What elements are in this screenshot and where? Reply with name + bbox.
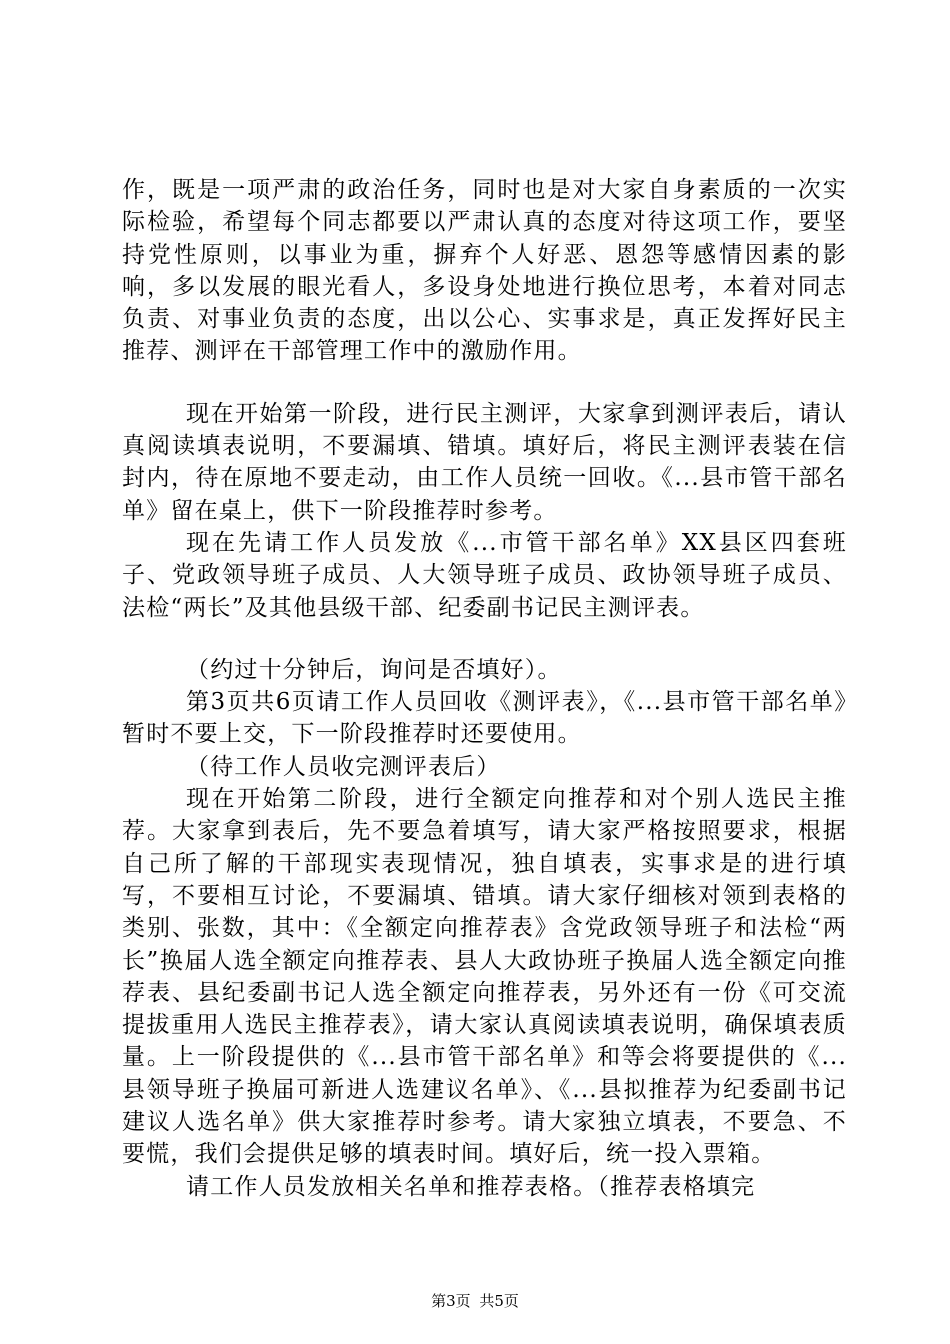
page-number: 第3页 [431,1292,471,1310]
paragraph-stage-two: 现在开始第二阶段，进行全额定向推荐和对个别人选民主推荐。大家拿到表后，先不要急着填写，请大家严格按照要求，根据自己所了解的干部现实表现情况，独自填表，实事求是的进行填写，不要相互讨论，不要漏填、错填。请大家仔细核对领到表格的类别、张数，其中：《全额定向推荐表》含党政领导班子和法检“两长”换届人选全额定向推荐表、县人大政协班子换届人选全额定向推荐表、县纪委副书记人选全额定向推荐表，另外还有一份《可交流提拔重用人选民主推荐表》，请大家认真阅读填表说明，确保填表质量。上一阶段提供的《...县市管干部名单》和等会将要提供的《...县领导班子换届可新进人选建议名单》、《...县拟推荐为纪委副书记建议人选名单》供大家推荐时参考。请大家独立填表，不要急、不要慌，我们会提供足够的填表时间。填好后，统一投入票箱。 [122,786,847,1168]
paragraph-distribute-forms: 现在先请工作人员发放《...市管干部名单》XX县区四套班子、党政领导班子成员、人大领导班子成员、政协领导班子成员、法检“两长”及其他县级干部、纪委副书记民主测评表。 [122,529,847,621]
paragraph-after-collection: （待工作人员收完测评表后） [186,753,501,780]
paragraph-ten-minutes: （约过十分钟后，询问是否填好）。 [186,656,562,683]
paragraph-distribute-lists: 请工作人员发放相关名单和推荐表格。（推荐表格填完 [186,1173,756,1200]
document-body [122,174,847,1203]
page-footer [0,1291,950,1311]
paragraph-intro: 作，既是一项严肃的政治任务，同时也是对大家自身素质的一次实际检验，希望每个同志都要以严肃认真的态度对待这项工作，要坚持党性原则，以事业为重，摒弃个人好恶、恩怨等感情因素的影响，多以发展的眼光看人，多设身处地进行换位思考，本着对同志负责、对事业负责的态度，出以公心、实事求是，真正发挥好民主推荐、测评在干部管理工作中的激励作用。 [122,177,847,365]
paragraph-stage-one: 现在开始第一阶段，进行民主测评，大家拿到测评表后，请认真阅读填表说明，不要漏填、错填。填好后，将民主测评表装在信封内，待在原地不要走动，由工作人员统一回收。《...县市管干部名单》留在桌上，供下一阶段推荐时参考。 [122,400,847,524]
paragraph-collect-forms: 第3页共6页请工作人员回收《测评表》，《...县市管干部名单》暂时不要上交，下一阶段推荐时还要使用。 [122,689,847,748]
page-total: 共5页 [479,1292,519,1310]
